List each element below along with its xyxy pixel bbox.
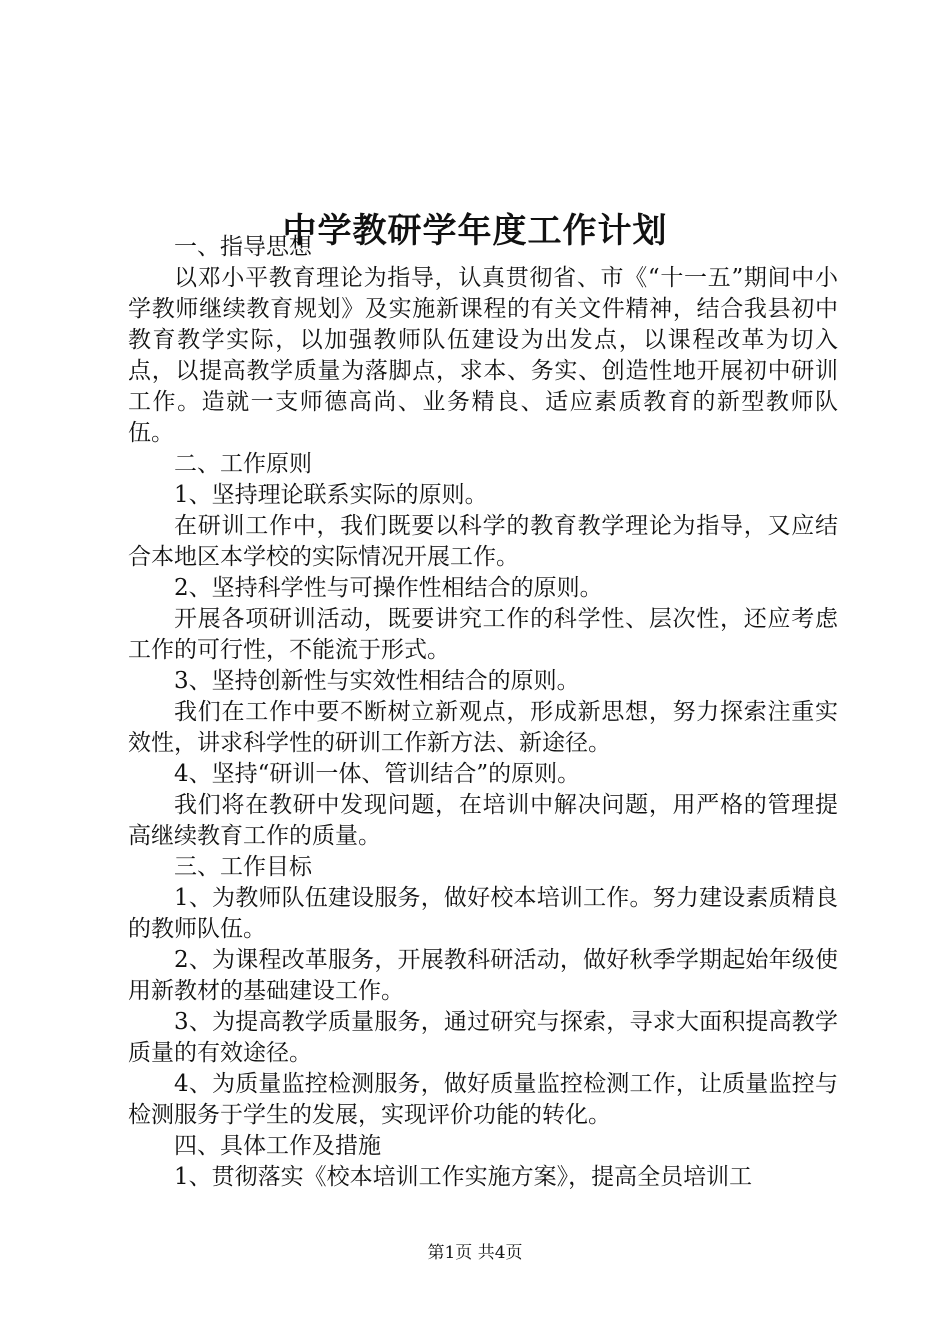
paragraph: 我们在工作中要不断树立新观点，形成新思想，努力探索注重实效性，讲求科学性的研训工作新方法、新途径。 [128,699,838,756]
principle-item-2: 2、坚持科学性与可操作性相结合的原则。 [174,575,603,601]
goal-item-3: 3、为提高教学质量服务，通过研究与探索，寻求大面积提高教学质量的有效途径。 [128,1009,838,1066]
page-number: 第1页 共4页 [427,1243,523,1263]
paragraph: 以邓小平教育理论为指导，认真贯彻省、市《“十一五”期间中小学教师继续教育规划》及实施新课程的有关文件精神，结合我县初中教育教学实际，以加强教师队伍建设为出发点，以课程改革为切入点，以提高教学质量为落脚点，求本、务实、创造性地开展初中研训工作。造就一支师德高尚、业务精良、适应素质教育的新型教师队伍。 [128,265,838,446]
document-title: 中学教研学年度工作计划 [282,210,668,251]
measure-item-1: 1、贯彻落实《校本培训工作实施方案》，提高全员培训工 [174,1164,753,1190]
paragraph: 开展各项研训活动，既要讲究工作的科学性、层次性，还应考虑工作的可行性，不能流于形式。 [128,606,838,663]
section-heading-3: 三、工作目标 [174,854,312,880]
goal-item-1: 1、为教师队伍建设服务，做好校本培训工作。努力建设素质精良的教师队伍。 [128,885,838,942]
paragraph: 在研训工作中，我们既要以科学的教育教学理论为指导，又应结合本地区本学校的实际情况开展工作。 [128,513,838,570]
section-heading-1: 一、指导思想 [174,234,312,260]
document-body [128,232,838,1193]
principle-item-3: 3、坚持创新性与实效性相结合的原则。 [174,668,580,694]
goal-item-2: 2、为课程改革服务，开展教科研活动，做好秋季学期起始年级使用新教材的基础建设工作。 [128,947,838,1004]
principle-item-1: 1、坚持理论联系实际的原则。 [174,482,488,508]
goal-item-4: 4、为质量监控检测服务，做好质量监控检测工作，让质量监控与检测服务于学生的发展，实现评价功能的转化。 [128,1071,838,1128]
paragraph: 我们将在教研中发现问题，在培训中解决问题，用严格的管理提高继续教育工作的质量。 [128,792,838,849]
section-heading-2: 二、工作原则 [174,451,312,477]
section-heading-4: 四、具体工作及措施 [174,1133,381,1159]
principle-item-4: 4、坚持“研训一体、管训结合”的原则。 [174,761,581,787]
